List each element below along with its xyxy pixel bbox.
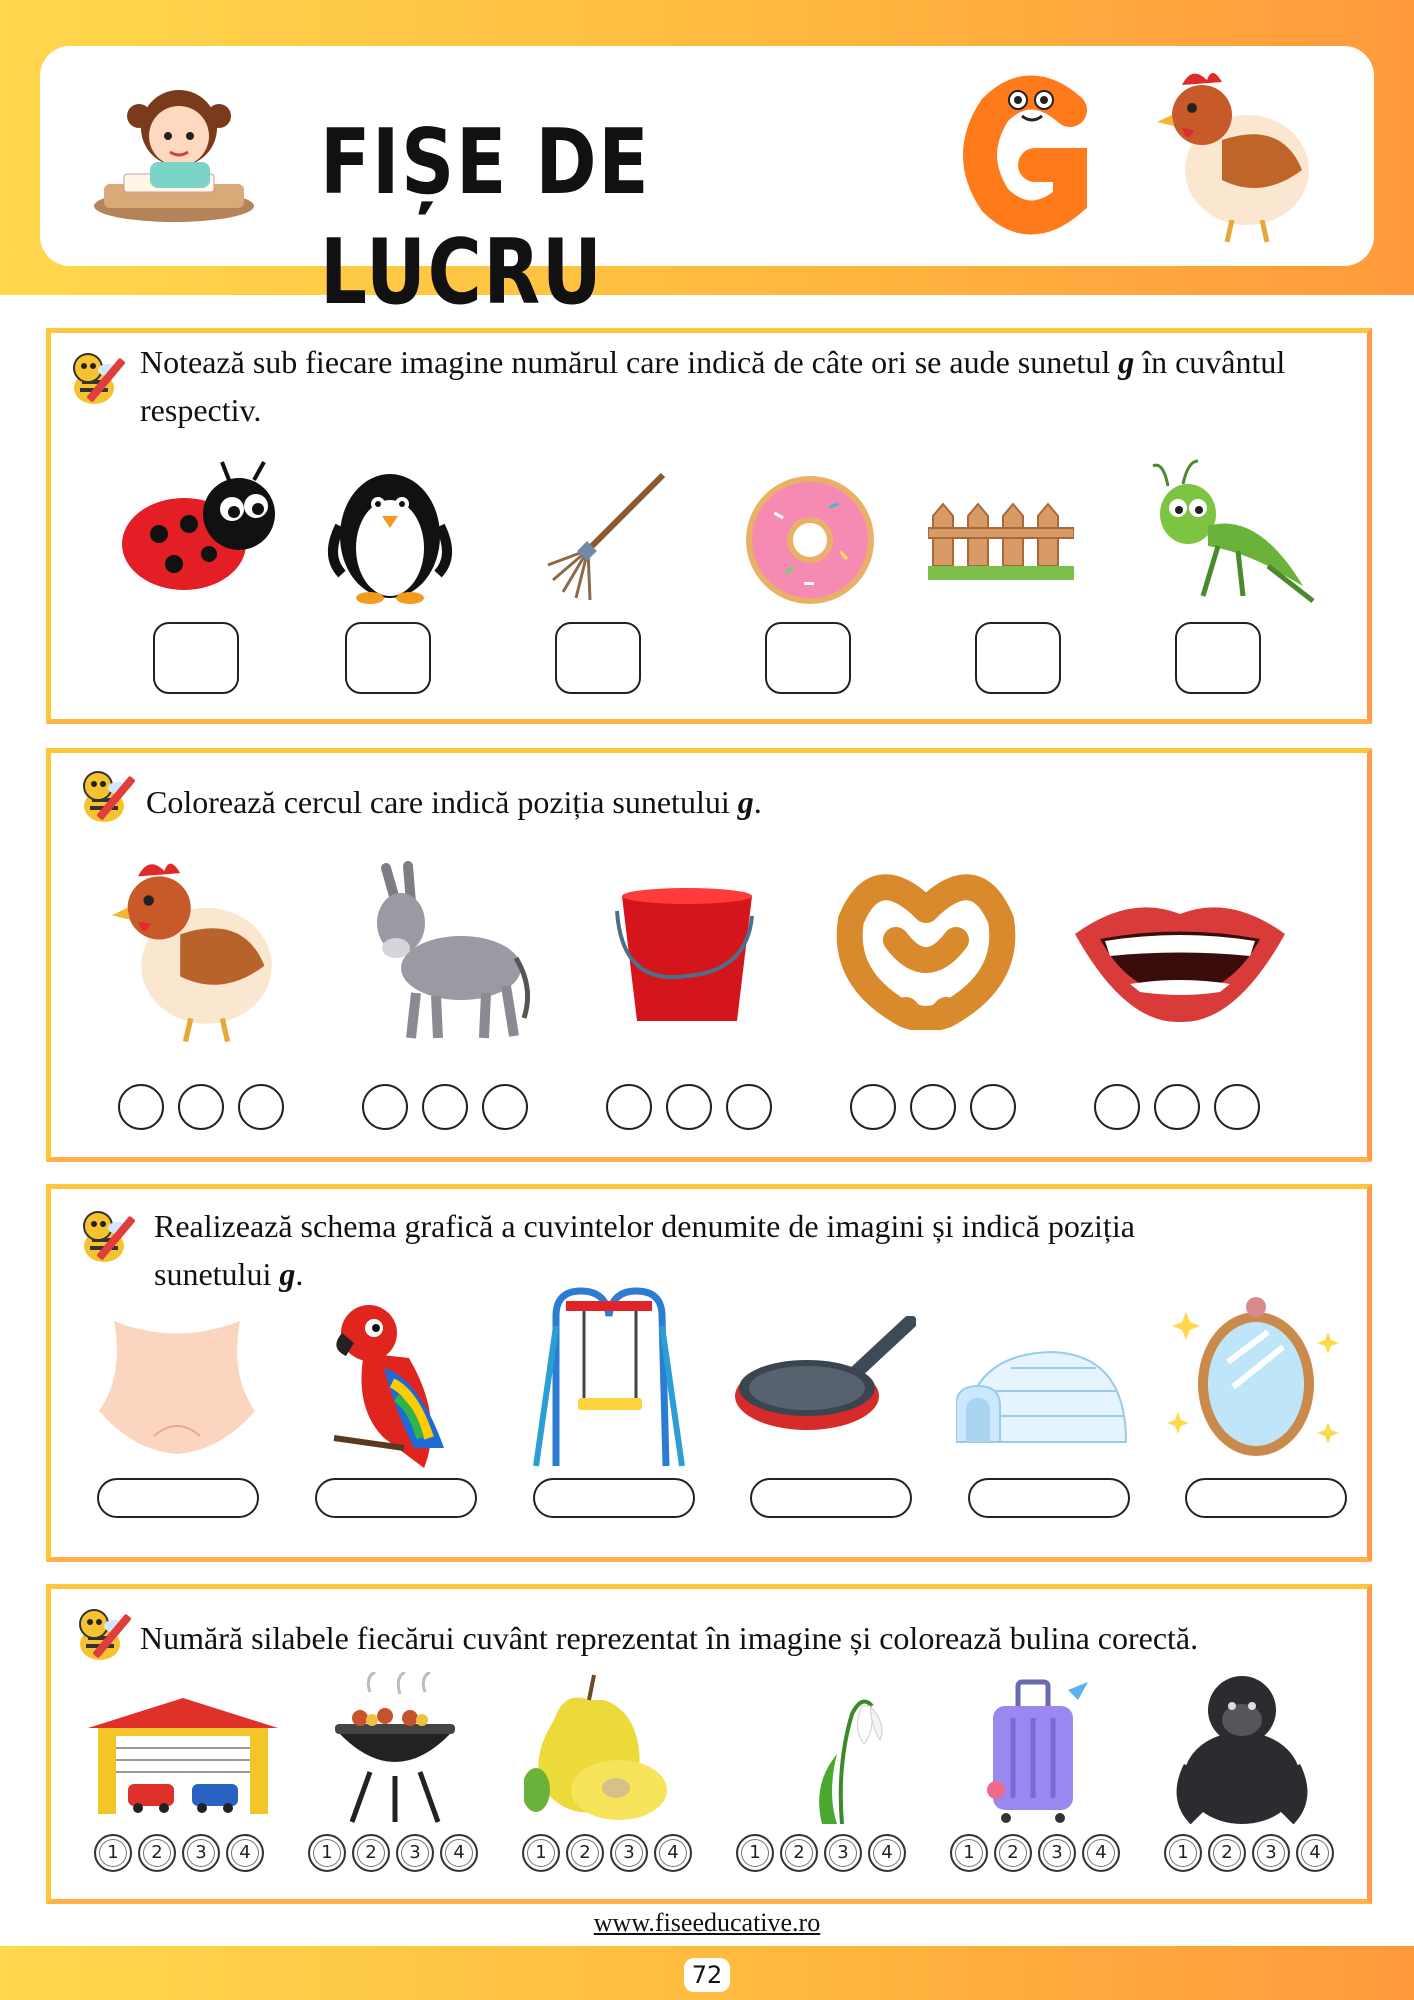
position-circle[interactable] — [606, 1084, 652, 1130]
word-scheme-box[interactable] — [968, 1478, 1130, 1518]
igloo-image — [956, 1346, 1132, 1446]
grasshopper-image — [1148, 456, 1318, 606]
exercise-1-instruction: Notează sub fiecare imagine numărul care indică de câte ori se aude sunetul g în cuvântul respectiv. — [140, 344, 1286, 428]
position-circle[interactable] — [666, 1084, 712, 1130]
syllable-option-circle[interactable]: 3 — [1252, 1834, 1290, 1872]
syllable-option-circle[interactable]: 4 — [440, 1834, 478, 1872]
answer-box[interactable] — [975, 622, 1061, 694]
bee-pencil-icon — [64, 346, 134, 416]
syllable-option-circle[interactable]: 1 — [94, 1834, 132, 1872]
syllable-option-circle[interactable]: 4 — [868, 1834, 906, 1872]
syllable-option-circle[interactable]: 3 — [396, 1834, 434, 1872]
page-number: 72 — [684, 1958, 730, 1992]
answer-box[interactable] — [765, 622, 851, 694]
pretzel-image — [836, 870, 1016, 1030]
position-circle[interactable] — [178, 1084, 224, 1130]
hen-icon — [1152, 60, 1322, 250]
position-circle[interactable] — [362, 1084, 408, 1130]
position-circle[interactable] — [726, 1084, 772, 1130]
word-scheme-box[interactable] — [1185, 1478, 1347, 1518]
syllable-option-circle[interactable]: 2 — [566, 1834, 604, 1872]
answer-box[interactable] — [555, 622, 641, 694]
bee-pencil-icon — [74, 1204, 144, 1274]
grill-image — [330, 1672, 460, 1824]
answer-box[interactable] — [153, 622, 239, 694]
syllable-option-circle[interactable]: 1 — [308, 1834, 346, 1872]
syllable-option-circle[interactable]: 1 — [522, 1834, 560, 1872]
girl-writing-illustration — [84, 66, 264, 236]
neck-image — [94, 1316, 260, 1456]
parrot-image — [324, 1298, 464, 1470]
word-scheme-box[interactable] — [533, 1478, 695, 1518]
answer-box[interactable] — [1175, 622, 1261, 694]
ladybug-image — [114, 454, 280, 600]
word-scheme-box[interactable] — [750, 1478, 912, 1518]
mirror-image — [1168, 1292, 1344, 1464]
website-link[interactable]: www.fiseeducative.ro — [593, 1908, 821, 1937]
swing-image — [526, 1286, 692, 1470]
position-circle[interactable] — [850, 1084, 896, 1130]
syllable-option-circle[interactable]: 3 — [824, 1834, 862, 1872]
donut-image — [744, 474, 876, 606]
position-circle[interactable] — [910, 1084, 956, 1130]
position-circle[interactable] — [238, 1084, 284, 1130]
rake-image — [528, 470, 668, 610]
syllable-option-circle[interactable]: 3 — [610, 1834, 648, 1872]
syllable-option-circle[interactable]: 1 — [736, 1834, 774, 1872]
exercise-2-instruction: Colorează cercul care indică poziția sunetului g. — [146, 784, 762, 820]
position-circle[interactable] — [482, 1084, 528, 1130]
position-circle[interactable] — [118, 1084, 164, 1130]
donkey-image — [356, 858, 536, 1048]
position-circle[interactable] — [1154, 1084, 1200, 1130]
word-scheme-box[interactable] — [97, 1478, 259, 1518]
bucket-image — [612, 876, 762, 1026]
page-title: FIȘE DE LUCRU — [320, 110, 651, 325]
syllable-option-circle[interactable]: 3 — [1038, 1834, 1076, 1872]
answer-box[interactable] — [345, 622, 431, 694]
syllable-option-circle[interactable]: 2 — [780, 1834, 818, 1872]
penguin-image — [320, 456, 460, 606]
syllable-option-circle[interactable]: 1 — [1164, 1834, 1202, 1872]
position-circle[interactable] — [970, 1084, 1016, 1130]
position-circle[interactable] — [422, 1084, 468, 1130]
syllable-option-circle[interactable]: 4 — [1082, 1834, 1120, 1872]
fence-image — [928, 496, 1074, 582]
letter-g-character — [960, 70, 1100, 240]
syllable-option-circle[interactable]: 2 — [352, 1834, 390, 1872]
frying-pan-image — [732, 1316, 916, 1438]
bee-pencil-icon — [70, 1602, 140, 1672]
syllable-option-circle[interactable]: 4 — [1296, 1834, 1334, 1872]
word-scheme-box[interactable] — [315, 1478, 477, 1518]
syllable-option-circle[interactable]: 2 — [1208, 1834, 1246, 1872]
syllable-option-circle[interactable]: 2 — [994, 1834, 1032, 1872]
suitcase-image — [978, 1678, 1088, 1824]
quince-image — [524, 1670, 674, 1826]
exercise-3-instruction: Realizează schema grafică a cuvintelor denumite de imagini și indică poziția sunetului g. — [154, 1208, 1135, 1292]
exercise-4-instruction: Numără silabele fiecărui cuvânt reprezentat în imagine și colorează bulina corectă. — [140, 1620, 1199, 1656]
hen-image — [106, 850, 286, 1050]
gorilla-image — [1172, 1668, 1312, 1824]
position-circle[interactable] — [1214, 1084, 1260, 1130]
position-circle[interactable] — [1094, 1084, 1140, 1130]
bee-pencil-icon — [74, 764, 144, 834]
syllable-option-circle[interactable]: 3 — [182, 1834, 220, 1872]
garage-image — [88, 1696, 278, 1816]
syllable-option-circle[interactable]: 4 — [226, 1834, 264, 1872]
syllable-option-circle[interactable]: 4 — [654, 1834, 692, 1872]
snowdrop-image — [792, 1684, 892, 1824]
lips-image — [1070, 894, 1290, 1024]
syllable-option-circle[interactable]: 2 — [138, 1834, 176, 1872]
syllable-option-circle[interactable]: 1 — [950, 1834, 988, 1872]
